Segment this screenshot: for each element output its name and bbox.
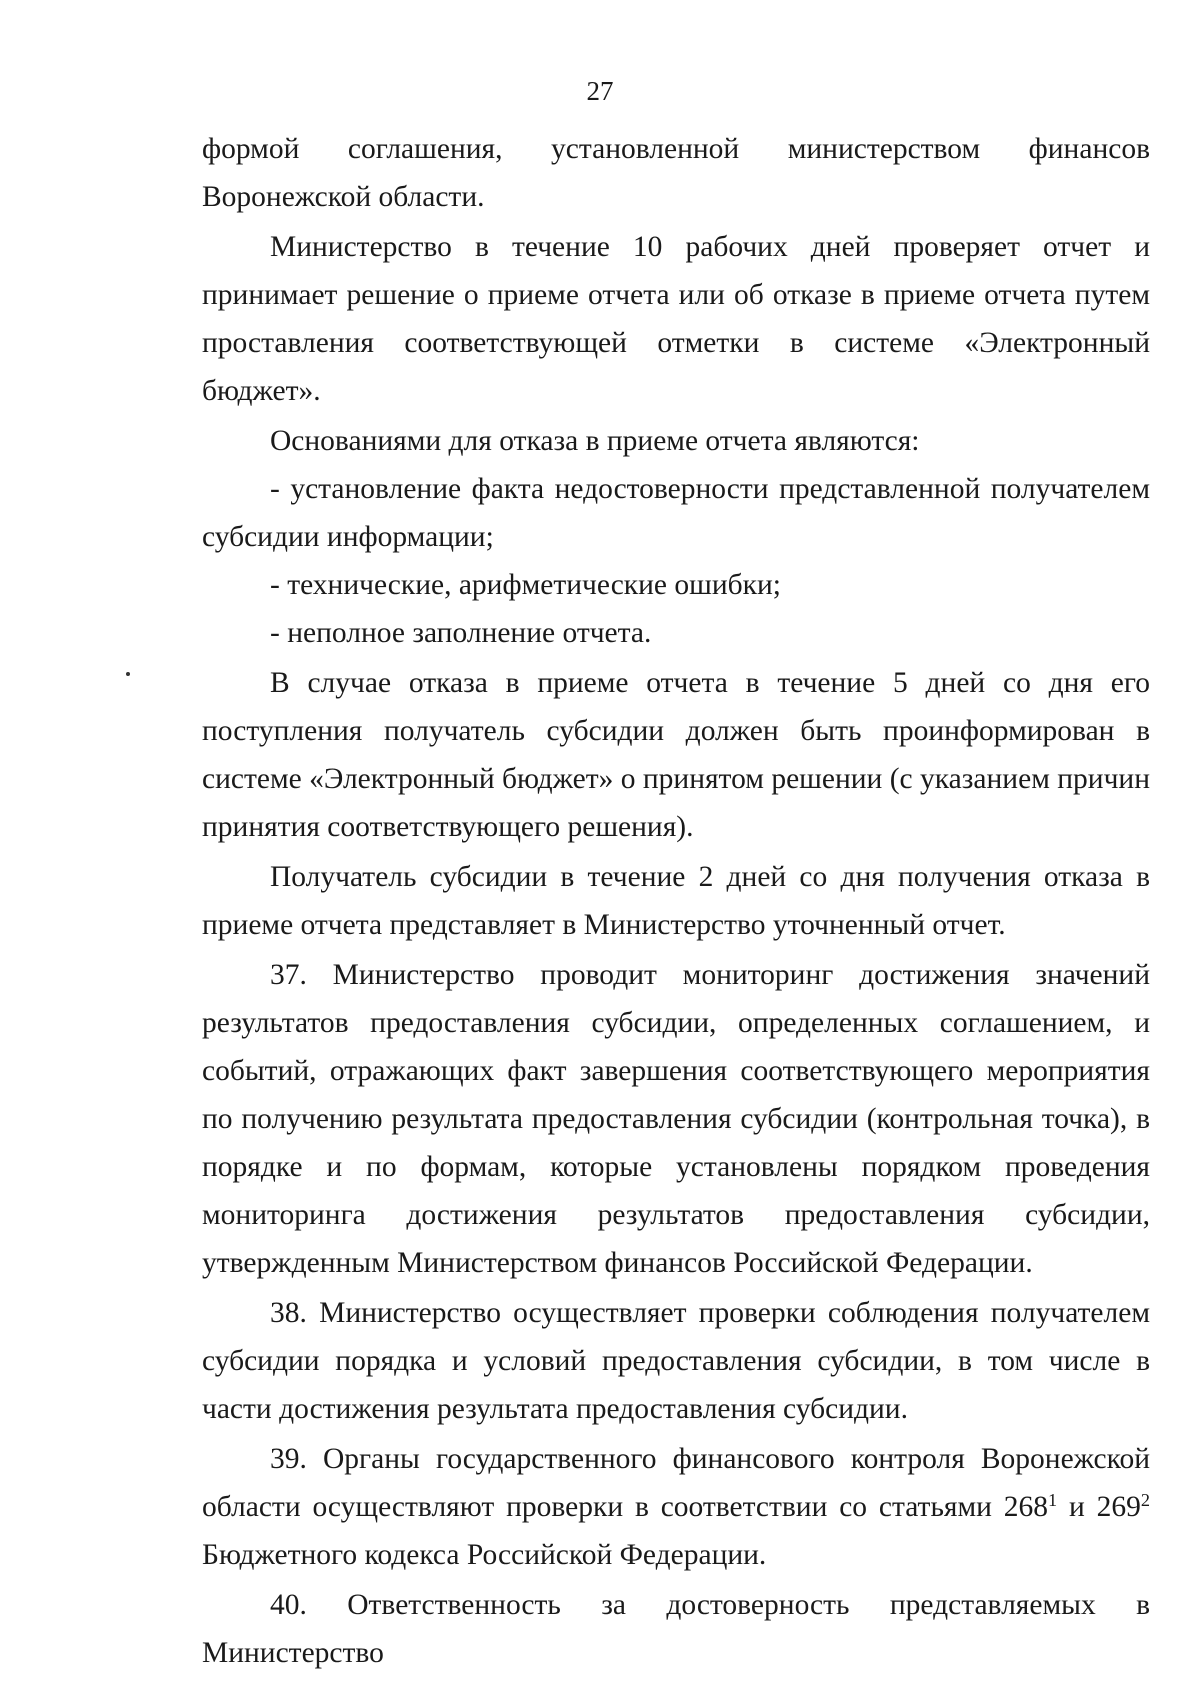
paragraph-38-checks: 38. Министерство осуществляет проверки соблюдения получателем субсидии порядка и условий предоставления субсидии, в том числе в части достижения результата предоставления субсидии.: [202, 1297, 1150, 1425]
paragraph-report-check: Министерство в течение 10 рабочих дней проверяет отчет и принимает решение о приеме отчета или об отказе в приеме отчета путем проставления соответствующей отметки в системе «Электронный бюджет».: [202, 231, 1150, 407]
paragraph-37-monitoring: 37. Министерство проводит мониторинг достижения значений результатов предоставления субсидии, определенных соглашением, и событий, отражающих факт завершения соответствующего мероприятия по получению результата предоставления субсидии (контрольная точка), в порядке и по формам, которые установлены порядком проведения мониторинга достижения результатов предоставления субсидии, утвержденным Министерством финансов Российской Федерации.: [202, 959, 1150, 1279]
paragraph-rejection-notice: В случае отказа в приеме отчета в течение 5 дней со дня его поступления получатель субсидии должен быть проинформирован в системе «Электронный бюджет» о принятом решении (с указанием причин принятия соответствующего решения).: [202, 667, 1150, 843]
paragraph-corrected-report: Получатель субсидии в течение 2 дней со дня получения отказа в приеме отчета представляет в Министерство уточненный отчет.: [202, 861, 1150, 941]
page-number: 27: [586, 76, 614, 106]
paragraph-39-text-a: 39. Органы государственного финансового контроля Воронежской области осуществляют проверки в соответствии со статьями 268: [202, 1443, 1150, 1523]
document-body: [202, 125, 1150, 1677]
list-item-incomplete-report: - неполное заполнение отчета.: [270, 617, 652, 649]
superscript-article-269: 2: [1140, 1489, 1150, 1510]
paragraph-40-responsibility: 40. Ответственность за достоверность представляемых в Министерство: [202, 1589, 1150, 1669]
paragraph-39-text-b: и 269: [1057, 1491, 1141, 1523]
paragraph-39-text-c: Бюджетного кодекса Российской Федерации.: [202, 1539, 767, 1571]
list-item-unreliable-info: - установление факта недостоверности представленной получателем субсидии информации;: [202, 473, 1150, 553]
paragraph-rejection-grounds: Основаниями для отказа в приеме отчета являются:: [270, 425, 920, 457]
paragraph-39-financial-control: [202, 1435, 1150, 1579]
list-item-technical-errors: - технические, арифметические ошибки;: [270, 569, 781, 601]
superscript-article-268: 1: [1048, 1489, 1058, 1510]
paragraph-continuation: формой соглашения, установленной министерством финансов Воронежской области.: [202, 133, 1150, 213]
scan-speck: [126, 672, 130, 676]
